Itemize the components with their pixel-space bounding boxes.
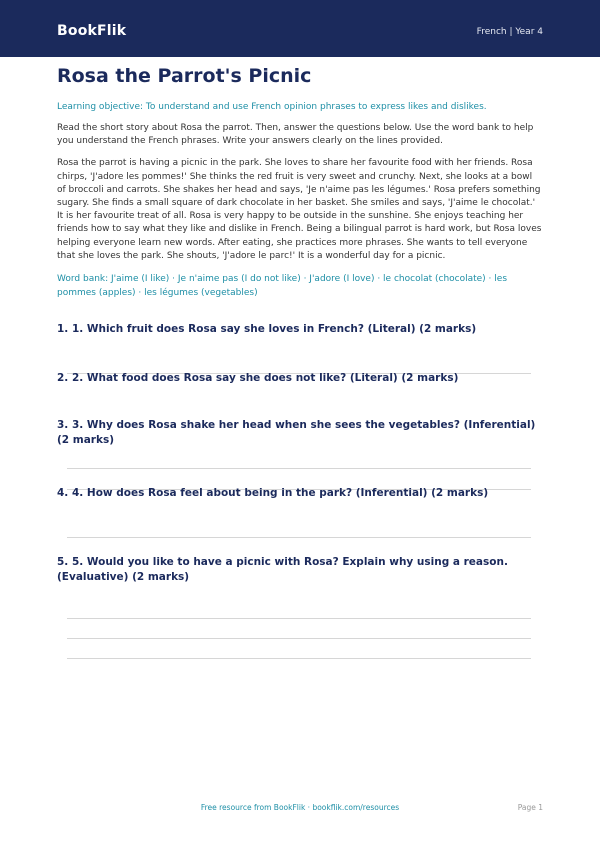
answer-line-5c[interactable] (67, 658, 531, 659)
answer-line-5b[interactable] (67, 638, 531, 639)
story-paragraph: Rosa the parrot is having a picnic in the park. She loves to share her favourite food with her friends. Rosa chirps, 'J'adore les pommes!' She thinks the red fruit is very sweet and crunchy. Next, she looks at a bowl of broccoli and carrots. She shakes her head and says, 'Je n'aime pas les légumes.' Rosa prefers something sugary. She finds a small square of dark chocolate in her basket. She smiles and says, 'J'aime le chocolat.' It is her favourite treat of all. Rosa is very happy to be outside in the sunshine. She enjoys teaching her friends how to say what they like and dislike in French. Being a bilingual parrot is hard work, but Rosa loves helping everyone learn new words. After eating, she practices more phrases. She wants to tell everyone that she loves the park. She shouts, 'J'adore le parc!' It is a wonderful day for a picnic. (57, 158, 542, 261)
question-1: 1. 1. Which fruit does Rosa say she loves in French? (Literal) (2 marks) (57, 323, 477, 335)
brand-logo-text[interactable]: BookFlik (57, 23, 127, 39)
page-number: Page 1 (517, 803, 543, 812)
question-3: 3. 3. Why does Rosa shake her head when she sees the vegetables? (Inferential) (2 marks) (57, 419, 536, 446)
answer-line-5a[interactable] (67, 618, 531, 619)
worksheet-body (57, 66, 543, 300)
answer-line-4[interactable] (67, 537, 531, 538)
learning-objective: Learning objective: To understand and use French opinion phrases to express likes and dislikes. (57, 102, 487, 112)
page-header (0, 0, 600, 57)
question-5: 5. 5. Would you like to have a picnic with Rosa? Explain why using a reason. (Evaluative) (2 marks) (57, 556, 508, 583)
footer-text[interactable]: Free resource from BookFlik · bookflik.com/resources (200, 803, 400, 812)
subject-year-label: French | Year 4 (476, 27, 543, 37)
question-2: 2. 2. What food does Rosa say she does not like? (Literal) (2 marks) (57, 372, 459, 384)
word-bank: Word bank: J'aime (I like) · Je n'aime pas (I do not like) · J'adore (I love) · le chocolat (chocolate) · les pommes (apples) · les légumes (vegetables) (57, 274, 508, 298)
answer-line-3a[interactable] (67, 468, 531, 469)
worksheet-title: Rosa the Parrot's Picnic (57, 65, 312, 87)
instructions-paragraph: Read the short story about Rosa the parrot. Then, answer the questions below. Use the word bank to help you understand the French phrases. Write your answers clearly on the lines provided. (57, 123, 534, 147)
question-4: 4. 4. How does Rosa feel about being in the park? (Inferential) (2 marks) (57, 487, 489, 499)
